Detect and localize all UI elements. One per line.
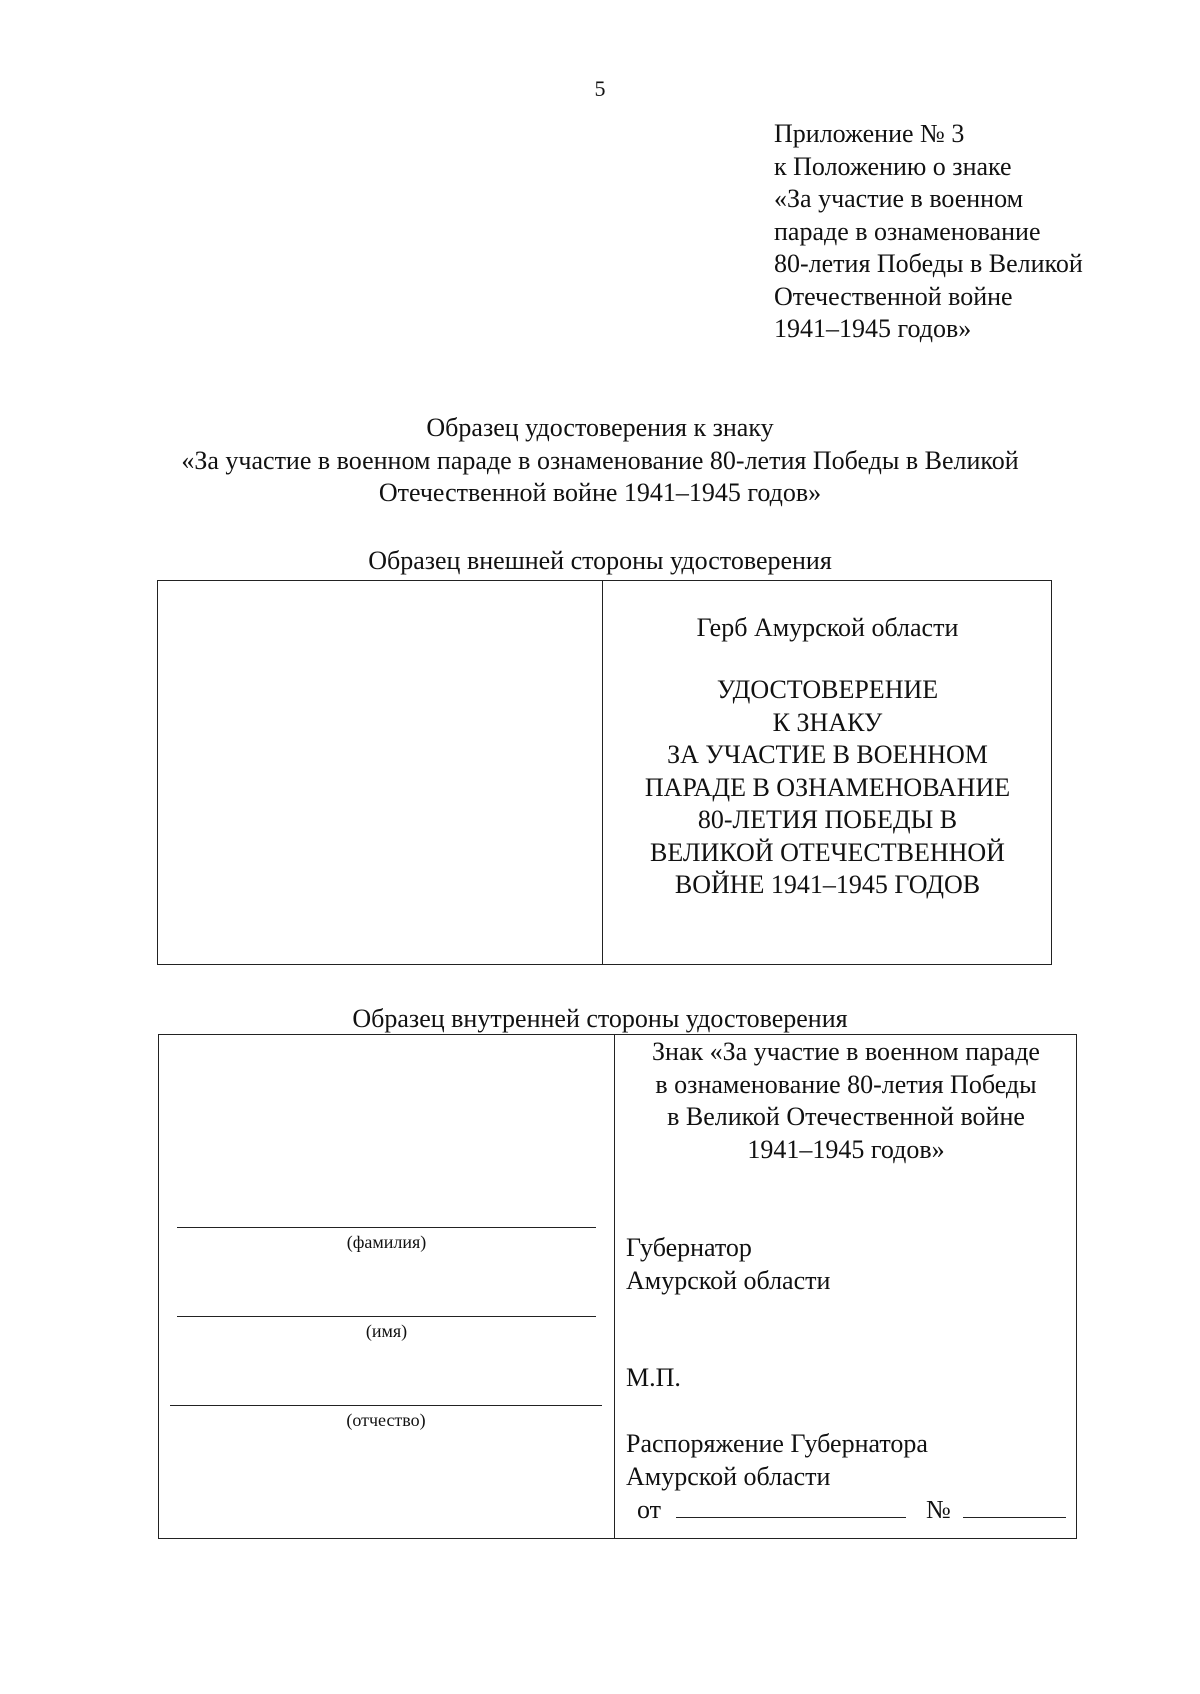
patronymic-line xyxy=(170,1405,602,1406)
certificate-title-line: К ЗНАКУ xyxy=(772,707,883,737)
badge-name-line: в ознаменование 80-летия Победы xyxy=(655,1069,1037,1099)
order-line: Амурской области xyxy=(626,1461,831,1491)
appendix-line: Отечественной войне xyxy=(774,281,1013,311)
order-number-blank xyxy=(963,1495,1066,1518)
governor-line: Амурской области xyxy=(626,1265,831,1295)
document-title xyxy=(0,412,1200,510)
coat-of-arms-placeholder: Герб Амурской области xyxy=(696,613,959,642)
title-line: Отечественной войне 1941–1945 годов» xyxy=(378,478,822,507)
patronymic-label: (отчество) xyxy=(346,1410,426,1430)
certificate-title-line: ПАРАДЕ В ОЗНАМЕНОВАНИЕ xyxy=(644,772,1011,802)
certificate-title-line: 80-ЛЕТИЯ ПОБЕДЫ В xyxy=(697,805,958,834)
governor-block xyxy=(626,1232,830,1297)
order-number-sign: № xyxy=(926,1495,951,1524)
appendix-line: 1941–1945 годов» xyxy=(774,314,972,343)
certificate-title xyxy=(604,674,1051,902)
appendix-line: к Положению о знаке xyxy=(774,151,1012,181)
title-line: «За участие в военном параде в ознаменование 80-летия Победы в Великой xyxy=(181,445,1019,475)
certificate-title-line: ВЕЛИКОЙ ОТЕЧЕСТВЕННОЙ xyxy=(650,837,1005,867)
appendix-line: Приложение № 3 xyxy=(774,119,965,148)
outer-side-caption: Образец внешней стороны удостоверения xyxy=(368,546,832,575)
badge-name-line: в Великой Отечественной войне xyxy=(667,1102,1025,1131)
order-date-number-row xyxy=(637,1494,1066,1527)
badge-name-block xyxy=(616,1036,1076,1166)
appendix-line: 80-летия Победы в Великой xyxy=(774,249,1083,278)
inner-side-caption: Образец внутренней стороны удостоверения xyxy=(352,1004,848,1033)
appendix-line: параде в ознаменование xyxy=(774,216,1041,246)
badge-name-line: 1941–1945 годов» xyxy=(747,1134,945,1164)
badge-name-line: Знак «За участие в военном параде xyxy=(652,1037,1040,1066)
inner-side-divider xyxy=(614,1034,615,1539)
surname-label: (фамилия) xyxy=(346,1232,427,1252)
surname-line xyxy=(177,1227,596,1228)
order-block xyxy=(626,1428,928,1493)
page-number: 5 xyxy=(594,76,606,101)
name-label: (имя) xyxy=(365,1321,408,1341)
name-line xyxy=(177,1316,596,1317)
stamp-place: М.П. xyxy=(626,1363,681,1392)
governor-line: Губернатор xyxy=(626,1233,752,1262)
certificate-title-line: ЗА УЧАСТИЕ В ВОЕННОМ xyxy=(667,740,988,769)
title-line: Образец удостоверения к знаку xyxy=(426,413,774,442)
appendix-note xyxy=(774,118,1083,346)
certificate-title-line: ВОЙНЕ 1941–1945 ГОДОВ xyxy=(674,870,981,899)
appendix-line: «За участие в военном xyxy=(774,184,1024,213)
certificate-title-line: УДОСТОВЕРЕНИЕ xyxy=(716,675,939,704)
outer-side-divider xyxy=(602,580,603,965)
order-line: Распоряжение Губернатора xyxy=(626,1429,928,1458)
order-from-label: от xyxy=(637,1495,662,1524)
order-date-blank xyxy=(676,1495,906,1518)
outer-side-right-panel xyxy=(604,612,1051,902)
